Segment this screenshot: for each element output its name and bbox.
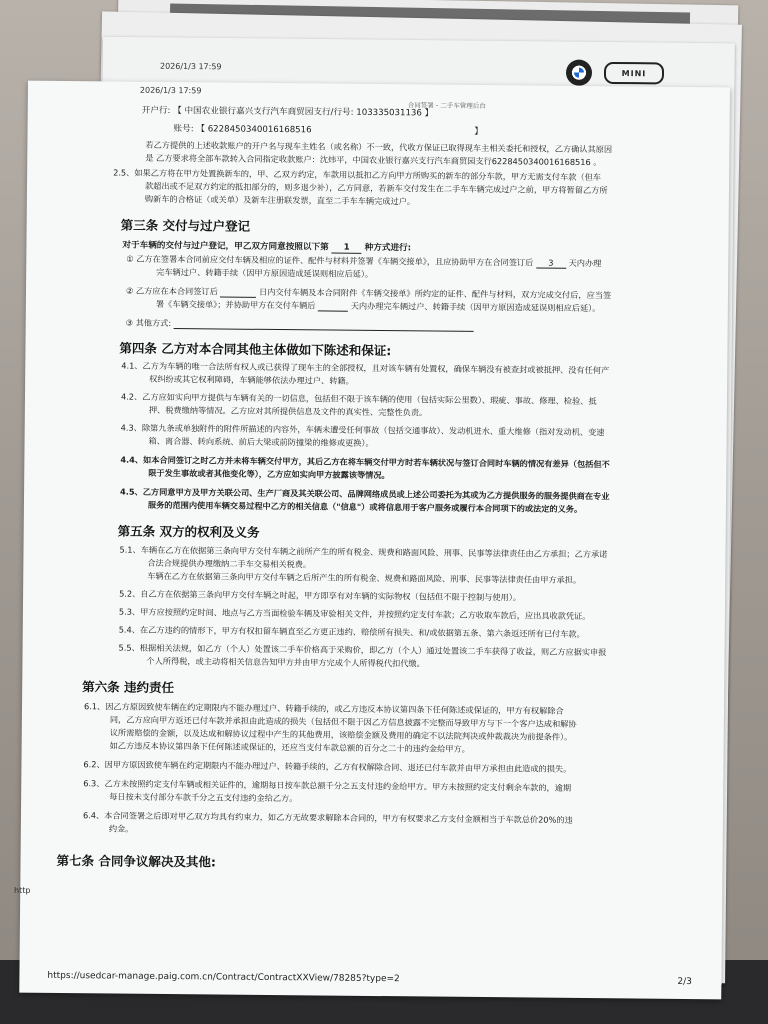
account-line: 账号: 【 6228450340016168516 】 — [173, 124, 483, 137]
opt1-num: 3 — [536, 258, 566, 269]
s6-line: 6.2、因甲方原因致使车辆在约定期限内不能办理过户、转籍手续的，乙方有权解除合同、退还已付车款并由甲方承担由此造成的损失。 — [83, 759, 572, 774]
page-timestamp: 2026/1/3 17:59 — [139, 85, 202, 96]
s5-line: 5.3、甲方应按照约定时间、地点与乙方当面检验车辆及审验相关文件，并按照约定支付车款；乙方收取车款后，应出具收款凭证。 — [118, 606, 591, 622]
opt3-blank — [174, 318, 474, 332]
section-6-title: 第六条 违约责任 — [82, 679, 175, 696]
bank-value: 中国农业银行嘉兴支行汽车商贸园支行/行号: 103335031136 — [184, 106, 422, 119]
intro-num: 1 — [332, 243, 362, 254]
s4-line: 4.2、乙方应如实向甲方提供与车辆有关的一切信息，包括但不限于该车辆的使用（包括实际公里数）、瑕疵、事故、修理、检验、抵 — [120, 391, 597, 407]
s4-line: 4.5、乙方同意甲方及甲方关联公司、生产厂商及其关联公司、品牌网络成员或上述公司委托为其或为乙方提供服务的服务提供商在专业 — [120, 486, 610, 502]
s4-line: 箱、离合器、转向系统、前后大梁或前防撞梁的维修或更换）。 — [148, 435, 374, 448]
back-sheet-timestamp: 2026/1/3 17:59 — [159, 61, 222, 72]
bank-line: 开户行: 【 中国农业银行嘉兴支行汽车商贸园支行/行号: 103335031136 】 — [141, 105, 434, 119]
s6-line: 6.3、乙方未按照约定支付车辆或相关证件的，逾期每日按车款总额千分之五支付违约金给甲方。甲方未按照约定支付剩余车款的，逾期 — [83, 778, 572, 793]
contract-page — [19, 81, 730, 1000]
opt3-label: ③ 其他方式: — [125, 317, 172, 329]
s5-line: 5.2、自乙方在依据第三条向甲方交付车辆之时起，甲方即享有对车辆的实际物权（包括但不限于控制与使用）。 — [119, 588, 522, 603]
mini-logo-icon: MINI — [604, 62, 664, 85]
section-5-title: 第五条 双方的权利及义务 — [117, 523, 260, 540]
s6-line: 如乙方违反本协议第四条下任何陈述或保证的，还应当支付车款总额的百分之二十的违约金给甲方。 — [109, 740, 470, 754]
account-label: 账号: — [173, 124, 194, 135]
s4-line: 押、税费缴纳等情况。乙方应对其所提供信息及文件的真实性、完整性负责。 — [148, 404, 428, 418]
option-3 — [126, 318, 474, 332]
option-2-cont — [156, 299, 601, 314]
page-url: https://usedcar-manage.paig.com.cn/Contract/ContractXXView/78285?type=2 — [47, 970, 400, 985]
s4-line: 限于发生事故或者其他变化等），乙方应如实向甲方披露该等情况。 — [148, 467, 390, 481]
para-line: 是 乙方要求将全部车款转入合同指定收款账户：沈炜平，中国农业银行嘉兴支行汽车商贸园支行6228450340016168516 。 — [145, 152, 602, 168]
s5-line: 5.5、根据相关法规，如乙方（个人）处置该二手车价格高于采购价，即乙方（个人）通过处置该二手车获得了收益，则乙方应据实申报 — [118, 642, 607, 658]
section-7-title: 第七条 合同争议解决及其他: — [56, 852, 216, 870]
s4-line: 权纠纷或其它权利障碍，车辆能够依法办理过户、转籍。 — [149, 373, 354, 386]
page-number: 2/3 — [677, 976, 692, 988]
opt2-b: 日内交付车辆及本合同附件《车辆交接单》所约定的证件、配件与材料，双方完成交付后，应当签 — [258, 286, 612, 301]
s6-line: 议所需赔偿的金额，以及达成和解协议过程中产生的其他费用，该赔偿金额及费用的确定不以法院判决或仲裁裁决为前提条件）。 — [109, 727, 573, 742]
section-4-title: 第四条 乙方对本合同其他主体做如下陈述和保证: — [119, 340, 392, 359]
s5-line: 合法合规提供办理缴纳二手车交易相关税费。 — [147, 557, 312, 570]
bank-label: 开户行: — [141, 105, 171, 116]
opt2-c: 署《车辆交接单》；并协助甲方在交付车辆后 — [155, 298, 316, 311]
s5-line: 5.4、在乙方违约的情形下，甲方有权扣留车辆直至乙方更正违约、赔偿所有损失、和/或依据第五条、第六条返还所有已付车款。 — [118, 624, 585, 640]
para-line: 购新车的合格证（或关单）及新车注册联发票，直至二手车车辆完成过户。 — [144, 193, 416, 207]
bmw-logo-icon — [566, 60, 592, 86]
section-3-intro — [122, 239, 411, 255]
para-line: 款超出或不足双方约定的抵扣部分的，则多退少补），乙方同意，若新车交付发生在二手车车辆完成过户之前，甲方将暂留乙方所 — [144, 180, 608, 196]
opt1-b: 天内办理 — [568, 257, 602, 269]
s5-line: 5.1、车辆在乙方在依据第三条向甲方交付车辆之前所产生的所有税金、规费和路面风险、刑事、民事等法律责任由乙方承担；乙方承诺 — [119, 544, 608, 560]
s4-line: 4.4、如本合同签订之时乙方并未将车辆交付甲方，其后乙方在将车辆交付甲方时若车辆状况与签订合同时车辆的情况有差异（包括但不 — [120, 454, 610, 470]
opt1-a: ① 乙方在签署本合同前应交付车辆及相应的证件、配件与材料并签署《车辆交接单》，且应协助甲方在合同签订后 — [126, 253, 534, 268]
account-value: 6228450340016168516 — [207, 124, 312, 136]
s6-line: 约金。 — [108, 823, 134, 834]
brand-logos — [566, 60, 664, 87]
opt2-a: ② 乙方应在本合同签订后 — [125, 285, 218, 297]
s4-line: 服务的范围内使用车辆交易过程中乙方的相关信息（"信息"）或将信息用于客户服务或履行本合同项下的或法定的义务。 — [147, 499, 583, 514]
s6-line: 6.1、因乙方原因致使车辆在约定期限内不能办理过户、转籍手续的，或乙方违反本协议第四条下任何陈述或保证的，甲方有权解除合 — [83, 701, 564, 716]
s4-line: 4.3、除第九条或单独附件的附件所描述的内容外，车辆未遭受任何事故（包括交通事故）、发动机进水、重大维修（指对发动机、变速 — [120, 422, 605, 438]
intro-a: 对于车辆的交付与过户登记，甲乙双方同意按照以下第 — [122, 240, 329, 253]
opt2-d: 天内办理完车辆过户、转籍手续（因甲方原因造成延误则相应后延）。 — [350, 300, 601, 314]
s6-line: 同，乙方应向甲方返还已付车款并承担由此造成的损失（包括但不限于因乙方信息披露不完整而导致甲方与下一个客户达成和解协 — [109, 714, 577, 729]
s6-line: 每日按未支付部分车款千分之五支付违约金给乙方。 — [109, 791, 298, 804]
s4-line: 4.1、乙方为车辆的唯一合法所有权人或已获得了现车主的全部授权，且对该车辆有处置权，确保车辆没有被查封或被抵押、没有任何产 — [121, 360, 610, 376]
option-1-cont: 完车辆过户、转籍手续（因甲方原因造成延误则相应后延）。 — [156, 266, 374, 279]
s5-line: 车辆在乙方在依据第三条向甲方交付车辆之后所产生的所有税金、规费和路面风险、刑事、民事等法律责任由甲方承担。 — [147, 570, 582, 585]
para-line: 若乙方提供的上述收款账户的开户名与现车主姓名（或名称）不一致，代收方保证已取得现车主相关委托和授权，乙方确认其原因 — [145, 139, 613, 155]
intro-b: 种方式进行: — [364, 242, 412, 254]
opt2-blank-2 — [318, 300, 348, 311]
page-header-title: 合同签署 - 二手车管理后台 — [407, 101, 486, 111]
s5-line: 个人所得税，或主动将相关信息告知甲方并由甲方完成个人所得税代扣代缴。 — [146, 655, 425, 669]
section-3-title: 第三条 交付与过户登记 — [120, 217, 251, 234]
back-sheet-url-fragment: http — [14, 886, 31, 895]
opt2-blank — [220, 286, 256, 297]
s6-line: 6.4、本合同签署之后即对甲乙双方均具有约束力，如乙方无故要求解除本合同的，甲方有权要求乙方支付金额相当于车款总价20%的违 — [82, 810, 573, 825]
para-line: 2.5、如果乙方将在甲方处置换新车的，甲、乙双方约定，车款用以抵扣乙方向甲方所购买的新车的部分车款，甲方无需支付车款（但车 — [113, 167, 602, 183]
